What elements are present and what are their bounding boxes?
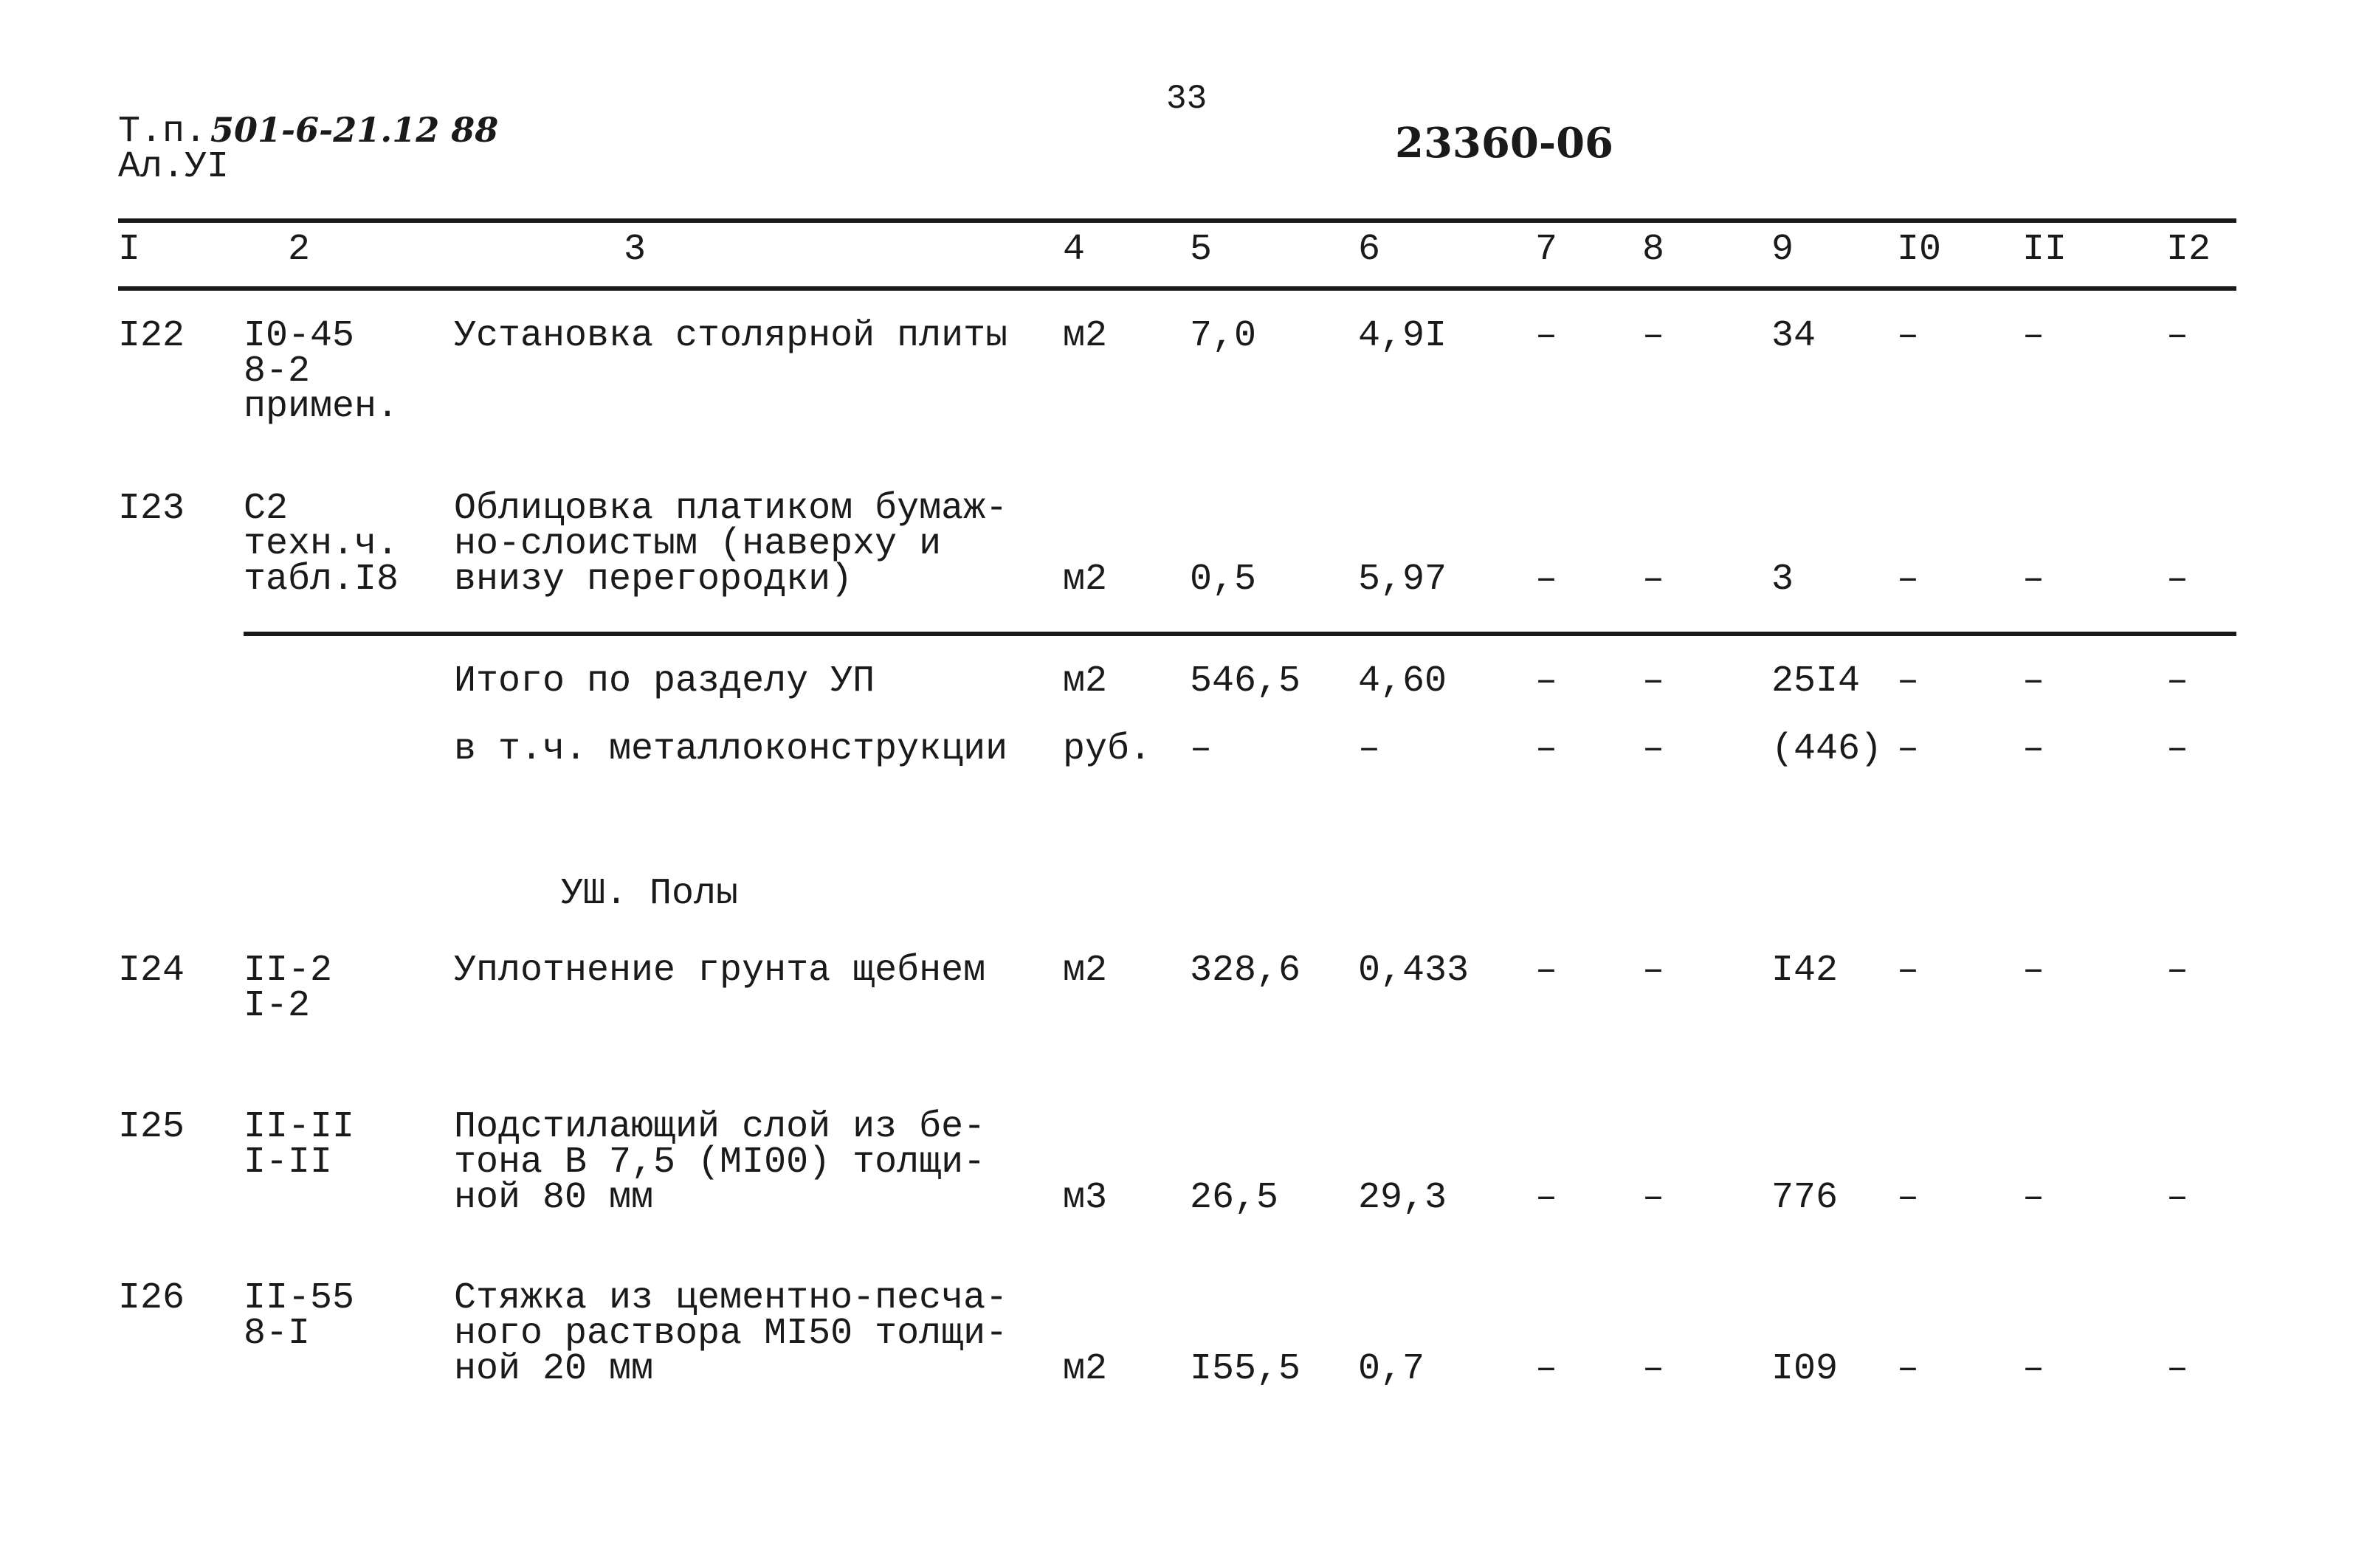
description-line: ного раствора МI50 толщи- (454, 1313, 1008, 1355)
unit: м2 (1063, 1348, 1108, 1390)
col-11-value: – (2022, 1348, 2045, 1390)
col-9-value: 3 (1771, 559, 1794, 601)
col-10-value: – (1897, 1177, 1920, 1219)
column-header: 9 (1771, 229, 1794, 271)
code-line: I0-45 (244, 315, 355, 357)
col-10-value: – (1897, 1348, 1920, 1390)
code-line: C2 (244, 488, 289, 530)
code-line: I-2 (244, 985, 311, 1027)
col-6-value: 29,3 (1358, 1177, 1447, 1219)
code-line: табл.I8 (244, 559, 399, 601)
col-5-value: I55,5 (1190, 1348, 1301, 1390)
code-line: I-II (244, 1142, 333, 1184)
description-line: Стяжка из цементно-песча- (454, 1277, 1008, 1319)
description-line: Облицовка платиком бумаж- (454, 488, 1008, 530)
col-8-value: – (1642, 559, 1665, 601)
unit: м2 (1063, 660, 1108, 702)
code-line: техн.ч. (244, 523, 399, 565)
col-9-value: (446) (1771, 728, 1883, 770)
col-7-value: – (1535, 1348, 1558, 1390)
table-top-rule (118, 218, 2236, 223)
totals-label: в т.ч. металлоконструкции (454, 728, 1008, 770)
row-number: I26 (118, 1277, 185, 1319)
header-bottom-rule (118, 286, 2236, 291)
col-11-value: – (2022, 1177, 2045, 1219)
totals-rule (244, 632, 2236, 636)
column-header: 8 (1642, 229, 1665, 271)
col-5-value: 328,6 (1190, 950, 1301, 992)
col-11-value: – (2022, 728, 2045, 770)
column-header: I2 (2166, 229, 2211, 271)
code-line: 8-I (244, 1313, 311, 1355)
totals-label: Итого по разделу УП (454, 660, 875, 702)
col-8-value: – (1642, 660, 1665, 702)
col-11-value: – (2022, 315, 2045, 357)
col-6-value: 5,97 (1358, 559, 1447, 601)
col-10-value: – (1897, 950, 1920, 992)
col-12-value: – (2166, 728, 2189, 770)
column-header: 3 (624, 229, 647, 271)
column-header: I (118, 229, 141, 271)
col-10-value: – (1897, 660, 1920, 702)
column-header: II (2022, 229, 2067, 271)
col-8-value: – (1642, 950, 1665, 992)
row-number: I24 (118, 950, 185, 992)
ref-handwritten: 501-6-21.12 88 (210, 110, 499, 150)
doc-number: 23360-06 (1395, 119, 1613, 167)
unit: руб. (1063, 728, 1152, 770)
col-12-value: – (2166, 1177, 2189, 1219)
col-10-value: – (1897, 315, 1920, 357)
col-8-value: – (1642, 728, 1665, 770)
col-8-value: – (1642, 1177, 1665, 1219)
code-line: II-2 (244, 950, 333, 992)
col-11-value: – (2022, 660, 2045, 702)
col-9-value: I42 (1771, 950, 1839, 992)
col-12-value: – (2166, 950, 2189, 992)
column-header: 2 (288, 229, 311, 271)
col-5-value: – (1190, 728, 1213, 770)
col-12-value: – (2166, 559, 2189, 601)
description-line: Уплотнение грунта щебнем (454, 950, 986, 992)
album-label: Ал.УI (118, 146, 230, 188)
col-9-value: I09 (1771, 1348, 1839, 1390)
col-10-value: – (1897, 559, 1920, 601)
description-line: ной 20 мм (454, 1348, 654, 1390)
col-7-value: – (1535, 728, 1558, 770)
col-11-value: – (2022, 559, 2045, 601)
col-9-value: 25I4 (1771, 660, 1861, 702)
row-number: I23 (118, 488, 185, 530)
description-line: Установка столярной плиты (454, 315, 1008, 357)
code-line: II-55 (244, 1277, 355, 1319)
column-header: 5 (1190, 229, 1213, 271)
col-6-value: 0,7 (1358, 1348, 1425, 1390)
col-6-value: 4,60 (1358, 660, 1447, 702)
col-5-value: 7,0 (1190, 315, 1257, 357)
row-number: I22 (118, 315, 185, 357)
col-12-value: – (2166, 315, 2189, 357)
col-5-value: 546,5 (1190, 660, 1301, 702)
col-12-value: – (2166, 660, 2189, 702)
column-header: 6 (1358, 229, 1381, 271)
unit: м2 (1063, 315, 1108, 357)
col-9-value: 776 (1771, 1177, 1839, 1219)
code-line: 8-2 (244, 350, 311, 393)
col-7-value: – (1535, 950, 1558, 992)
col-6-value: 4,9I (1358, 315, 1447, 357)
col-8-value: – (1642, 315, 1665, 357)
col-8-value: – (1642, 1348, 1665, 1390)
col-7-value: – (1535, 315, 1558, 357)
description-line: внизу перегородки) (454, 559, 853, 601)
col-12-value: – (2166, 1348, 2189, 1390)
col-9-value: 34 (1771, 315, 1816, 357)
col-7-value: – (1535, 660, 1558, 702)
col-6-value: – (1358, 728, 1381, 770)
col-5-value: 0,5 (1190, 559, 1257, 601)
column-header: 4 (1063, 229, 1086, 271)
column-header: 7 (1535, 229, 1558, 271)
page-number: 33 (1166, 80, 1207, 118)
code-line: примен. (244, 386, 399, 428)
col-7-value: – (1535, 1177, 1558, 1219)
col-7-value: – (1535, 559, 1558, 601)
col-10-value: – (1897, 728, 1920, 770)
col-11-value: – (2022, 950, 2045, 992)
col-5-value: 26,5 (1190, 1177, 1279, 1219)
unit: м2 (1063, 559, 1108, 601)
code-line: II-II (244, 1106, 355, 1148)
description-line: ной 80 мм (454, 1177, 654, 1219)
row-number: I25 (118, 1106, 185, 1148)
description-line: но-слоистым (наверху и (454, 523, 942, 565)
unit: м3 (1063, 1177, 1108, 1219)
section-title: УШ. Полы (561, 873, 739, 915)
description-line: тона В 7,5 (МI00) толщи- (454, 1142, 986, 1184)
column-header: I0 (1897, 229, 1942, 271)
col-6-value: 0,433 (1358, 950, 1470, 992)
description-line: Подстилающий слой из бе- (454, 1106, 986, 1148)
unit: м2 (1063, 950, 1108, 992)
ref-prefix: Т.п. (118, 111, 207, 153)
